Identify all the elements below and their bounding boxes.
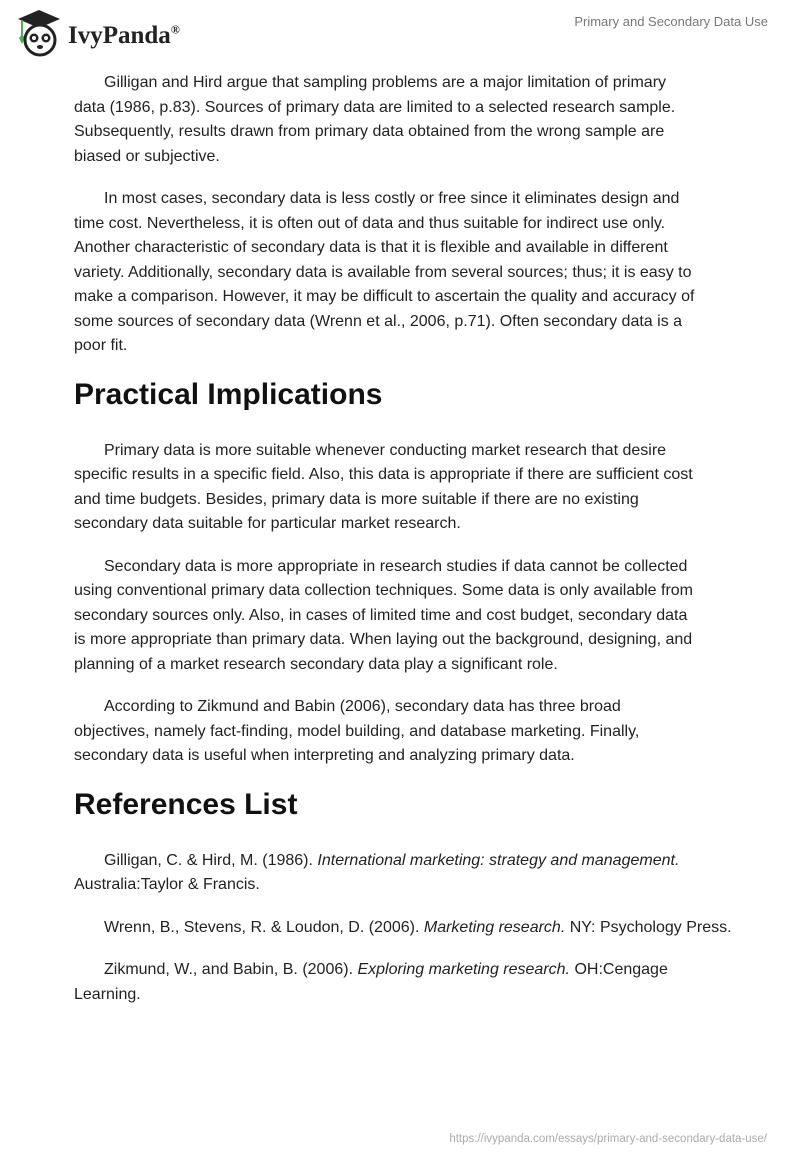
reference-item: Gilligan, C. & Hird, M. (1986). International marketing: strategy and management. Australia:Taylor & Francis. xyxy=(74,851,680,893)
paragraph: In most cases, secondary data is less costly or free since it eliminates design and time cost. Nevertheless, it is often out of data and thus suitable for indirect use only. Another characteristic of secondary data is that it is flexible and available in different variety. Additionally, secondary data is available from several sources; thus; it is easy to make a comparison. However, it may be difficult to ascertain the quality and accuracy of some sources of secondary data (Wrenn et al., 2006, p.71). Often secondary data is a poor fit. xyxy=(74,190,695,354)
paragraph: According to Zikmund and Babin (2006), secondary data has three broad objectives, namely fact-finding, model building, and database marketing. Finally, secondary data is useful when interpreting and analyzing primary data. xyxy=(74,698,640,764)
section-heading-practical-implications: Practical Implications xyxy=(74,377,383,411)
reference-item: Zikmund, W., and Babin, B. (2006). Exploring marketing research. OH:Cengage Learning. xyxy=(74,961,668,1003)
paragraph: Gilligan and Hird argue that sampling problems are a major limitation of primary data (1986, p.83). Sources of primary data are limited to a selected research sample. Subsequently, results drawn from primary data obtained from the wrong sample are biased or subjective. xyxy=(74,74,676,165)
logo[interactable] xyxy=(14,8,180,58)
page-header xyxy=(0,0,800,60)
panda-logo-icon xyxy=(14,8,64,58)
essay-content xyxy=(74,71,734,1025)
footer-url[interactable]: https://ivypanda.com/essays/primary-and-secondary-data-use/ xyxy=(449,1133,767,1145)
logo-text: IvyPanda® xyxy=(68,22,180,49)
paragraph: Secondary data is more appropriate in research studies if data cannot be collected using conventional primary data collection techniques. Some data is only available from secondary sources only. Also, in cases of limited time and cost budget, secondary data is more appropriate than primary data. When laying out the background, designing, and planning of a market research secondary data play a significant role. xyxy=(74,557,694,673)
section-heading-references: References List xyxy=(74,787,298,821)
paragraph: Primary data is more suitable whenever conducting market research that desire specific results in a specific field. Also, this data is appropriate if there are sufficient cost and time budgets. Besides, primary data is more suitable if there are no existing secondary data suitable for particular market research. xyxy=(74,441,693,532)
reference-item: Wrenn, B., Stevens, R. & Loudon, D. (2006). Marketing research. NY: Psychology Press. xyxy=(104,918,732,936)
document-title: Primary and Secondary Data Use xyxy=(574,14,768,29)
